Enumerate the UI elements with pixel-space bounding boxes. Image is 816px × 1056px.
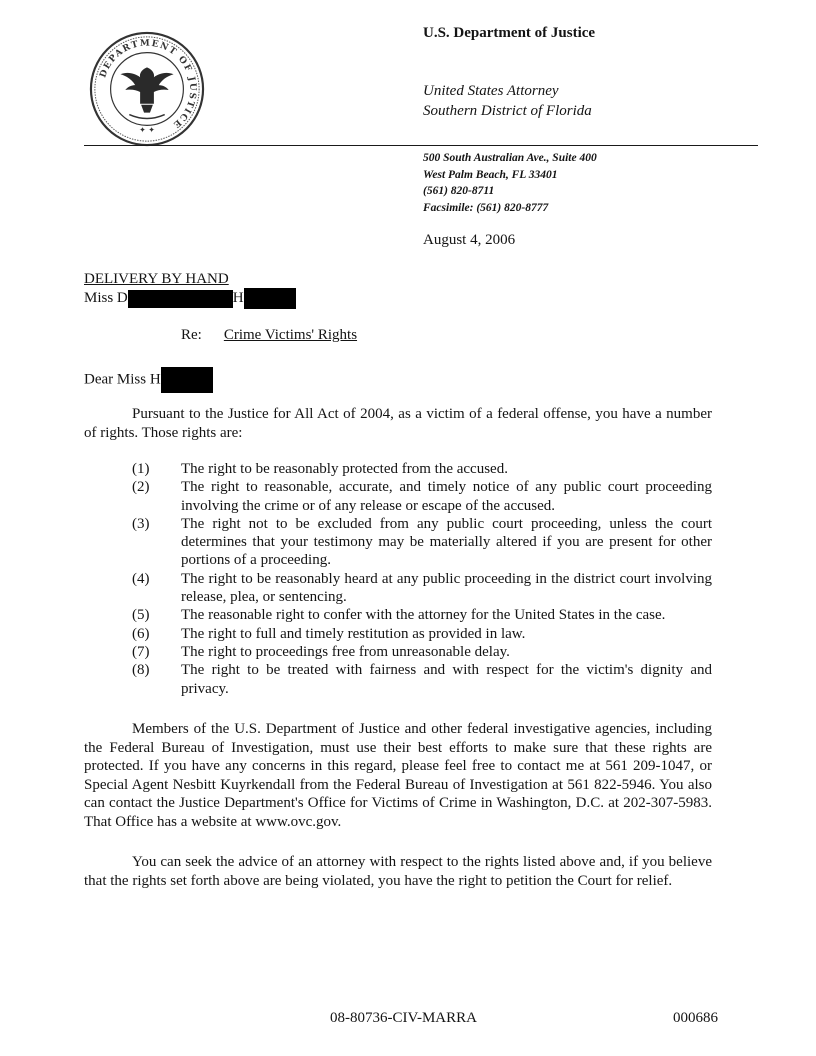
list-item	[132, 606, 712, 624]
case-number: 08-80736-CIV-MARRA	[330, 1010, 477, 1026]
list-item	[132, 570, 712, 607]
phone-line: (561) 820-8711	[423, 185, 495, 197]
list-item	[132, 515, 712, 570]
fax-line: Facsimile: (561) 820-8777	[423, 201, 549, 214]
redaction-bar	[128, 290, 233, 308]
office-line-2: Southern District of Florida	[423, 103, 592, 119]
address-line: West Palm Beach, FL 33401	[423, 168, 558, 181]
right-text: The right to proceedings free from unreasonable delay.	[181, 643, 510, 660]
department-name: U.S. Department of Justice	[423, 25, 596, 41]
recipient-prefix: Miss D	[84, 289, 128, 306]
office-title	[423, 81, 592, 121]
list-item	[132, 625, 712, 643]
list-item	[132, 643, 712, 661]
address-line: 500 South Australian Ave., Suite 400	[423, 152, 597, 164]
right-text: The right to reasonable, accurate, and timely notice of any public court proceeding involving the crime or of any release or escape of the accused.	[181, 479, 712, 514]
office-address	[423, 150, 597, 216]
list-item	[132, 661, 712, 698]
recipient-line	[84, 288, 296, 309]
doj-seal	[88, 30, 206, 148]
intro-paragraph: Pursuant to the Justice for All Act of 2004, as a victim of a federal offense, you have a number of rights. Those rights are:	[84, 406, 712, 441]
re-subject: Crime Victims' Rights	[223, 327, 358, 343]
right-text: The right not to be excluded from any public court proceeding, unless the court determines that your testimony may be materially altered if you are present for other portions of a proceeding.	[181, 515, 712, 569]
right-text: The reasonable right to confer with the attorney for the United States in the case.	[181, 607, 666, 624]
right-number: (1)	[132, 461, 150, 477]
rights-list	[132, 460, 712, 698]
office-line-1: United States Attorney	[423, 83, 559, 99]
right-text: The right to full and timely restitution as provided in law.	[181, 625, 526, 642]
redaction-bar	[244, 288, 296, 309]
re-line	[181, 327, 357, 344]
right-number: (7)	[132, 643, 150, 660]
advice-paragraph: You can seek the advice of an attorney with respect to the rights listed above and, if you believe that the rights set forth above are being violated, you have the right to petition the Court for relief.	[84, 854, 712, 889]
redaction-bar	[161, 367, 213, 393]
right-text: The right to be treated with fairness and with respect for the victim's dignity and privacy.	[181, 662, 712, 697]
right-number: (2)	[132, 479, 150, 496]
svg-text:✦ ✦: ✦ ✦	[139, 125, 155, 135]
salutation	[84, 367, 213, 393]
salutation-text: Dear Miss H	[84, 371, 161, 388]
list-item	[132, 460, 712, 478]
right-text: The right to be reasonably heard at any public proceeding in the district court involving release, plea, or sentencing.	[181, 570, 712, 606]
right-text: The right to be reasonably protected from the accused.	[181, 461, 508, 477]
right-number: (5)	[132, 607, 150, 624]
svg-text:DEPARTMENT OF JUSTICE: DEPARTMENT OF JUSTICE	[98, 38, 198, 130]
re-label: Re:	[181, 327, 202, 343]
letter-date: August 4, 2006	[423, 232, 516, 248]
right-number: (6)	[132, 625, 150, 642]
doj-seal-icon	[88, 30, 206, 148]
delivery-method: DELIVERY BY HAND	[84, 271, 229, 287]
right-number: (8)	[132, 662, 150, 679]
right-number: (3)	[132, 515, 150, 532]
bates-number: 000686	[673, 1010, 718, 1026]
letterhead-divider	[84, 145, 758, 146]
right-number: (4)	[132, 570, 150, 587]
recipient-middle: H	[232, 289, 244, 306]
members-paragraph: Members of the U.S. Department of Justice and other federal investigative agencies, including the Federal Bureau of Investigation, must use their best efforts to make sure that these rights are protected. If you have any concerns in this regard, please feel free to contact me at 561 209-1047, or Special Agent Nesbitt Kuyrkendall from the Federal Bureau of Investigation at 561 822-5946. You also can contact the Justice Department's Office for Victims of Crime in Washington, D.C. at 202-307-5983. That Office has a website at www.ovc.gov.	[84, 721, 712, 830]
list-item	[132, 478, 712, 515]
